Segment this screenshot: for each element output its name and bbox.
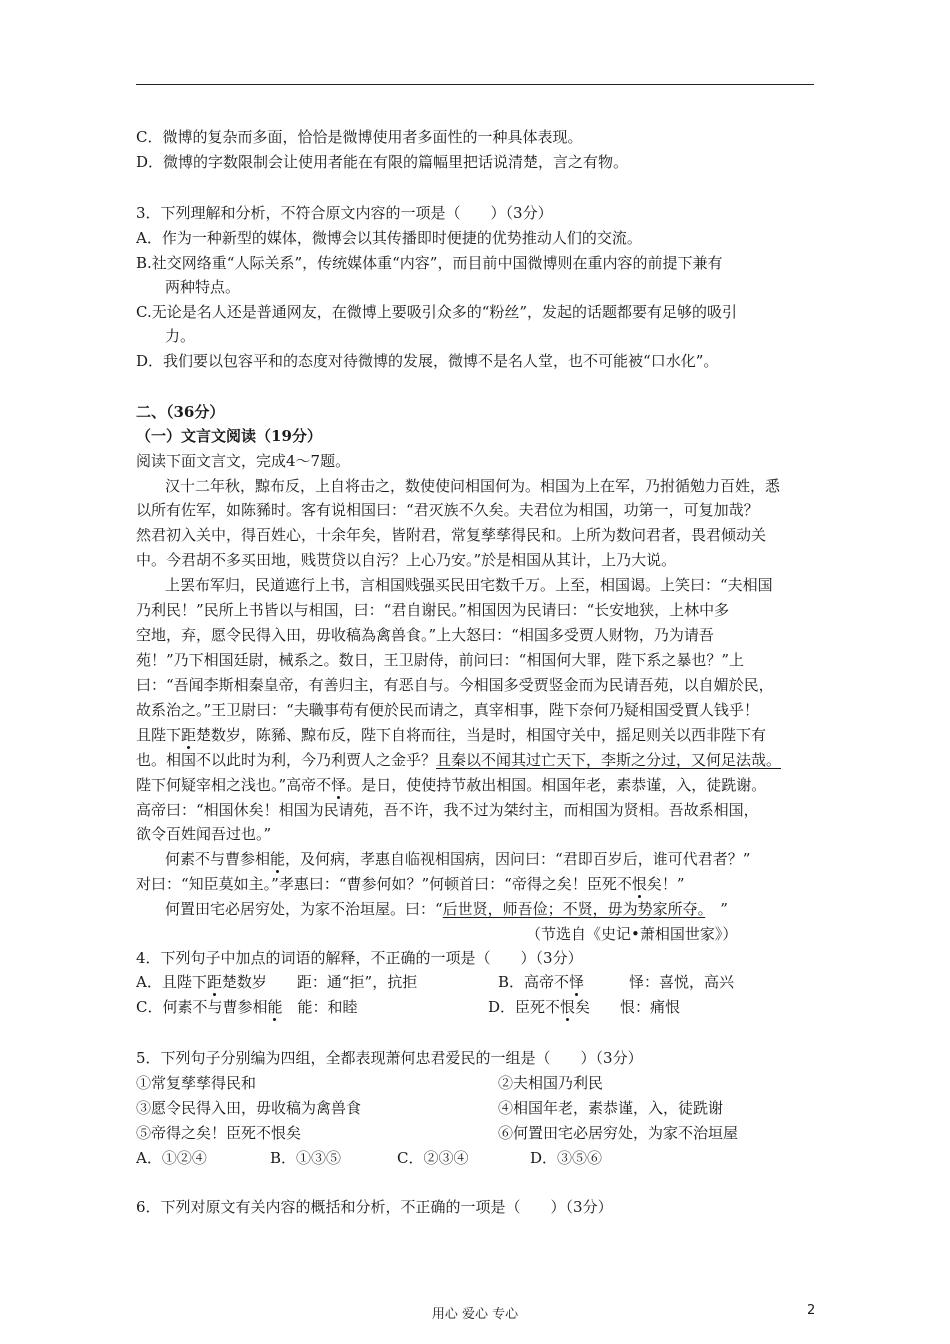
q3-option-b: B.社交网络重“人际关系”，传统媒体重“内容”，而目前中国微博则在重内容的前提下兼有 xyxy=(136,254,723,272)
passage-line xyxy=(165,899,728,919)
q3-option-c-cont: 力。 xyxy=(165,327,196,345)
dotted-word: 距 xyxy=(181,726,197,744)
q5-item: ⑥何置田宅必居穷处，为家不治垣屋 xyxy=(498,1124,739,1142)
q5-item: ④相国年老，素恭谨，入，徒跣谢 xyxy=(498,1099,724,1117)
option-text: 怿：喜悦，高兴 xyxy=(584,973,735,991)
q4-option-d xyxy=(488,997,680,1017)
q4-option-b xyxy=(498,972,734,992)
reading-instruction: 阅读下面文言文，完成4～7题。 xyxy=(136,452,351,470)
passage-line: 苑！”乃下相国廷尉，械系之。数日，王卫尉侍，前问曰：“相国何大罪，陛下系之暴也？”上 xyxy=(136,651,745,669)
q5-item: ②夫相国乃利民 xyxy=(498,1074,604,1092)
dotted-word: 能 xyxy=(270,850,286,868)
passage-text: 也。相国不以此时为利，今乃利贾人之金乎？ xyxy=(136,751,437,769)
passage-text: 。是日，使使持节赦出相国。相国年老，素恭谨，入，徒跣谢。 xyxy=(346,776,767,794)
option-text: D．臣死不 xyxy=(488,998,561,1016)
option-text: 矣 恨：痛恨 xyxy=(575,998,681,1016)
underlined-sentence: 后世贤，师吾俭；不贤，毋为势家所夺。 xyxy=(442,900,706,918)
passage-text: ，及何病，孝惠自临视相国病，因问曰：“君即百岁后，谁可代君者？” xyxy=(285,850,751,868)
option-text: B．高帝不 xyxy=(498,973,570,991)
passage-line xyxy=(136,775,766,795)
passage-text: 陛下何疑宰相之浅也。”高帝不 xyxy=(136,776,332,794)
dotted-word: 恨 xyxy=(560,998,576,1016)
q3-option-a: A．作为一种新型的媒体，微博会以其传播即时便捷的优势推动人们的交流。 xyxy=(136,229,642,247)
passage-line xyxy=(136,725,766,745)
q6-stem: 6．下列对原文有关内容的概括和分析，不正确的一项是（ ）（3分） xyxy=(136,1198,613,1216)
q5-option-a: A．①②④ xyxy=(136,1149,207,1167)
q5-item: ①常复孳孳得民和 xyxy=(136,1074,257,1092)
passage-line: 故系治之。”王卫尉曰：“夫職事苟有便於民而请之，真宰相事，陛下奈何乃疑相国受賈人钱乎！ xyxy=(136,701,759,719)
page-footer: 用心 爱心 专心 xyxy=(431,1307,519,1322)
passage-line: 然君初入关中，得百姓心，十余年矣，皆附君，常复孳孳得民和。上所为数问君者，畏君倾动关 xyxy=(136,526,767,544)
passage-text: 楚数岁，陈豨、黥布反，陛下自将而往，当是时，相国守关中，摇足则关以西非陛下有 xyxy=(196,726,767,744)
passage-line: 曰：“吾闻李斯相秦皇帝，有善归主，有恶自与。今相国多受贾竖金而为民请吾苑，以自媚於民， xyxy=(136,676,774,694)
q5-stem: 5．下列句子分别编为四组，全都表现萧何忠君爱民的一组是（ ）（3分） xyxy=(136,1049,643,1067)
passage-line: 以所有佐军，如陈豨时。客有说相国曰：“君灭族不久矣。夫君位为相国，功第一，可复加哉？ xyxy=(136,501,759,519)
q5-item: ③愿令民得入田，毋收稿为禽兽食 xyxy=(136,1099,362,1117)
passage-text: 何置田宅必居穷处，为家不治垣屋。曰：“ xyxy=(165,900,443,918)
section-subtitle: （一）文言文阅读（19分） xyxy=(136,427,322,445)
option-text: C．何素不与曹参相 xyxy=(136,998,268,1016)
q5-item: ⑤帝得之矣！臣死不恨矣 xyxy=(136,1124,302,1142)
section-title: 二、（36分） xyxy=(136,403,225,421)
header-rule xyxy=(136,84,814,85)
q5-option-d: D．③⑤⑥ xyxy=(530,1149,603,1167)
q3-option-d: D．我们要以包容平和的态度对待微博的发展，微博不是名人堂，也不可能被“口水化”。 xyxy=(136,352,719,370)
option-text: A．且陛下 xyxy=(136,973,207,991)
q5-option-b: B．①③⑤ xyxy=(270,1149,342,1167)
passage-source: （节选自《史记•萧相国世家》） xyxy=(526,925,738,943)
q3-stem: 3．下列理解和分析，不符合原文内容的一项是（ ）（3分） xyxy=(136,204,553,222)
q4-option-a xyxy=(136,972,417,992)
passage-text: 且陛下 xyxy=(136,726,182,744)
passage-line: 乃利民！”民所上书皆以与相国，曰：“君自谢民。”相国因为民请曰：“长安地狭，上林中多 xyxy=(136,601,730,619)
q2-option-c: C．微博的复杂而多面，恰恰是微博使用者多面性的一种具体表现。 xyxy=(136,128,583,146)
passage-text: 矣！” xyxy=(646,875,685,893)
passage-text: 对曰：“知臣莫如主。”孝惠曰：“曹参何如？”何顿首曰：“帝得之矣！臣死不 xyxy=(136,875,632,893)
passage-line xyxy=(136,750,781,770)
passage-line: 上罢布军归，民道遮行上书，言相国贱强买民田宅数千万。上至，相国谒。上笑曰：“夫相国 xyxy=(165,576,773,594)
dotted-word: 距 xyxy=(206,973,222,991)
passage-line: 高帝曰：“相国休矣！相国为民请苑，吾不许，我不过为桀纣主，而相国为贤相。吾故系相国， xyxy=(136,801,759,819)
dotted-word: 怿 xyxy=(569,973,585,991)
option-text: 楚数岁 距：通“拒”，抗拒 xyxy=(221,973,418,991)
q4-option-c xyxy=(136,997,358,1017)
passage-line xyxy=(165,849,750,869)
q3-option-b-cont: 两种特点。 xyxy=(165,278,241,296)
passage-line: 欲令百姓闻吾过也。” xyxy=(136,825,272,843)
passage-line: 空地，弃，愿令民得入田，毋收稿為禽兽食。”上大怒曰：“相国多受贾人财物，乃为请吾 xyxy=(136,626,714,644)
underlined-sentence: 且秦以不闻其过亡天下，李斯之分过，又何足法哉。 xyxy=(436,751,782,769)
q4-stem: 4．下列句子中加点的词语的解释，不正确的一项是（ ）（3分） xyxy=(136,949,583,967)
q3-option-c: C.无论是名人还是普通网友，在微博上要吸引众多的“粉丝”，发起的话题都要有足够的吸引 xyxy=(136,303,738,321)
passage-line xyxy=(136,874,685,894)
passage-line: 汉十二年秋，黥布反，上自将击之，数使使问相国何为。相国为上在军，乃拊循勉力百姓，悉 xyxy=(165,477,781,495)
passage-text: ” xyxy=(705,900,728,918)
dotted-word: 恨 xyxy=(631,875,647,893)
page-number: 2 xyxy=(807,1303,816,1318)
option-text: 能：和睦 xyxy=(282,998,358,1016)
passage-line: 中。今君胡不多买田地，贱贳贷以自污？上心乃安。”於是相国从其计，上乃大说。 xyxy=(136,551,677,569)
q2-option-d: D．微博的字数限制会让使用者能在有限的篇幅里把话说清楚，言之有物。 xyxy=(136,153,629,171)
dotted-word: 怿 xyxy=(331,776,347,794)
passage-text: 何素不与曹参相 xyxy=(165,850,271,868)
dotted-word: 能 xyxy=(267,998,283,1016)
q5-option-c: C．②③④ xyxy=(397,1149,469,1167)
